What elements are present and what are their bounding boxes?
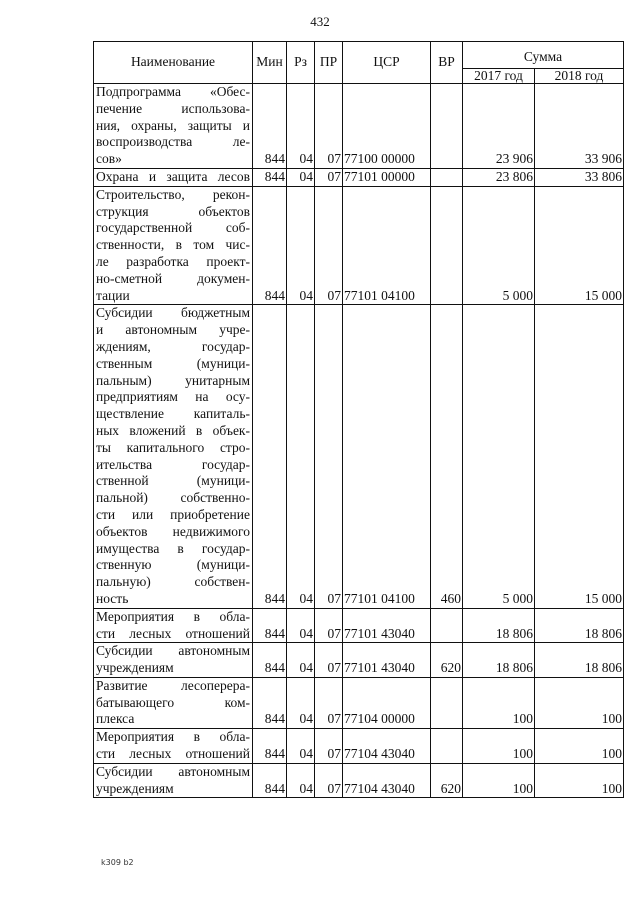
row-name-line: ных вложений в объек-: [96, 422, 250, 438]
row-name-line: тации: [96, 287, 130, 303]
row-rz: 04: [287, 643, 315, 678]
row-pr: 07: [315, 643, 343, 678]
row-name-line: ительства государ-: [96, 456, 250, 472]
row-name-line: объектов недвижимого: [96, 523, 250, 539]
table-row: [94, 677, 624, 728]
row-vr: 620: [431, 763, 463, 798]
row-name-line: Мероприятия в обла-: [96, 608, 250, 624]
row-name-line: сти лесных отношений: [96, 746, 250, 762]
row-name-line: имущества в государ-: [96, 540, 250, 556]
header-pr: ПР: [315, 42, 343, 84]
row-rz: 04: [287, 763, 315, 798]
row-sum-2018: 100: [535, 729, 624, 764]
row-sum-2018: 33 906: [535, 84, 624, 169]
row-sum-2018: 100: [535, 677, 624, 728]
page-number: 432: [310, 14, 330, 29]
row-vr: [431, 608, 463, 643]
header-name: Наименование: [94, 42, 253, 84]
row-name-line: пальную) собствен-: [96, 574, 250, 590]
row-sum-2018: 18 806: [535, 643, 624, 678]
row-rz: 04: [287, 729, 315, 764]
row-name: [94, 729, 253, 764]
header-min: Мин: [253, 42, 287, 84]
row-vr: 620: [431, 643, 463, 678]
row-csr: 77104 00000: [343, 677, 431, 728]
row-rz: 04: [287, 84, 315, 169]
row-name-line: Мероприятия в обла-: [96, 729, 250, 745]
row-name-line: сти или приобретение: [96, 506, 250, 522]
row-name: [94, 763, 253, 798]
row-vr: [431, 677, 463, 728]
row-sum-2017: 23 806: [463, 168, 535, 186]
row-min: 844: [253, 677, 287, 728]
row-name-line: пальным) унитарным: [96, 372, 250, 388]
row-name-line: Развитие лесоперера-: [96, 677, 250, 693]
row-min: 844: [253, 763, 287, 798]
row-sum-2018: 15 000: [535, 186, 624, 305]
row-min: 844: [253, 168, 287, 186]
row-sum-2017: 100: [463, 729, 535, 764]
row-rz: 04: [287, 186, 315, 305]
header-year-2017: 2017 год: [463, 69, 535, 84]
row-pr: 07: [315, 84, 343, 169]
table-row: [94, 186, 624, 305]
row-min: 844: [253, 84, 287, 169]
row-vr: [431, 186, 463, 305]
row-rz: 04: [287, 305, 315, 608]
table-row: [94, 763, 624, 798]
table-body: [94, 84, 624, 798]
row-name: [94, 643, 253, 678]
row-name-line: Субсидии автономным: [96, 763, 250, 779]
table-row: [94, 729, 624, 764]
row-rz: 04: [287, 608, 315, 643]
row-vr: [431, 84, 463, 169]
row-vr: [431, 729, 463, 764]
header-csr: ЦСР: [343, 42, 431, 84]
table-row: [94, 84, 624, 169]
row-name: [94, 168, 253, 186]
footer-code: k309 b2: [101, 858, 134, 867]
row-name-line: ния, охраны, защиты и: [96, 117, 250, 133]
table-row: [94, 305, 624, 608]
row-name: [94, 305, 253, 608]
row-name-line: воспроизводства ле-: [96, 134, 250, 150]
row-csr: 77100 00000: [343, 84, 431, 169]
row-name-line: ществление капиталь-: [96, 406, 250, 422]
table-row: [94, 643, 624, 678]
row-csr: 77101 04100: [343, 305, 431, 608]
table-row: [94, 168, 624, 186]
row-csr: 77101 00000: [343, 168, 431, 186]
row-sum-2017: 100: [463, 677, 535, 728]
row-csr: 77104 43040: [343, 729, 431, 764]
row-name-line: ность: [96, 590, 129, 606]
row-name-line: ственную (муници-: [96, 557, 250, 573]
row-name-line: Субсидии автономным: [96, 643, 250, 659]
budget-table: [93, 41, 624, 798]
row-sum-2017: 100: [463, 763, 535, 798]
row-pr: 07: [315, 168, 343, 186]
row-name-line: ственной (муници-: [96, 473, 250, 489]
row-name-line: сов»: [96, 151, 122, 167]
row-min: 844: [253, 643, 287, 678]
row-name-line: ственным (муници-: [96, 355, 250, 371]
row-pr: 07: [315, 729, 343, 764]
row-name-line: сти лесных отношений: [96, 625, 250, 641]
row-sum-2017: 18 806: [463, 608, 535, 643]
row-vr: [431, 168, 463, 186]
header-year-2018: 2018 год: [535, 69, 624, 84]
table-row: [94, 608, 624, 643]
row-name-line: ты капитального стро-: [96, 439, 250, 455]
row-name-line: печение использова-: [96, 100, 250, 116]
row-name-line: Охрана и защита лесов: [96, 168, 250, 184]
row-min: 844: [253, 608, 287, 643]
row-name-line: пальной) собственно-: [96, 490, 250, 506]
row-sum-2017: 5 000: [463, 186, 535, 305]
header-rz: Рз: [287, 42, 315, 84]
row-pr: 07: [315, 677, 343, 728]
row-csr: 77101 43040: [343, 643, 431, 678]
row-pr: 07: [315, 186, 343, 305]
row-pr: 07: [315, 608, 343, 643]
row-name: [94, 84, 253, 169]
row-name-line: ле разработка проект-: [96, 253, 250, 269]
row-name-line: но-сметной докумен-: [96, 270, 250, 286]
row-name-line: Строительство, рекон-: [96, 186, 250, 202]
row-sum-2017: 23 906: [463, 84, 535, 169]
row-csr: 77104 43040: [343, 763, 431, 798]
row-rz: 04: [287, 677, 315, 728]
row-name-line: Субсидии бюджетным: [96, 305, 250, 321]
row-name-line: учреждениям: [96, 660, 174, 676]
row-sum-2018: 18 806: [535, 608, 624, 643]
row-sum-2017: 18 806: [463, 643, 535, 678]
row-sum-2018: 100: [535, 763, 624, 798]
row-name-line: учреждениям: [96, 780, 174, 796]
row-name: [94, 186, 253, 305]
row-name-line: предприятиям на осу-: [96, 389, 250, 405]
row-name-line: Подпрограмма «Обес-: [96, 84, 250, 99]
row-name: [94, 608, 253, 643]
row-csr: 77101 04100: [343, 186, 431, 305]
row-sum-2018: 33 806: [535, 168, 624, 186]
row-vr: 460: [431, 305, 463, 608]
row-name-line: государственной соб-: [96, 220, 250, 236]
header-vr: ВР: [431, 42, 463, 84]
row-name-line: струкция объектов: [96, 203, 250, 219]
row-name-line: ждениям, государ-: [96, 338, 250, 354]
row-min: 844: [253, 729, 287, 764]
row-rz: 04: [287, 168, 315, 186]
row-name-line: ственности, в том чис-: [96, 237, 250, 253]
row-pr: 07: [315, 763, 343, 798]
row-min: 844: [253, 186, 287, 305]
row-min: 844: [253, 305, 287, 608]
row-pr: 07: [315, 305, 343, 608]
row-name: [94, 677, 253, 728]
header-sum: Сумма: [463, 42, 624, 69]
row-name-line: и автономным учре-: [96, 322, 250, 338]
row-sum-2018: 15 000: [535, 305, 624, 608]
row-sum-2017: 5 000: [463, 305, 535, 608]
row-name-line: плекса: [96, 711, 135, 727]
row-name-line: батывающего ком-: [96, 694, 250, 710]
row-csr: 77101 43040: [343, 608, 431, 643]
